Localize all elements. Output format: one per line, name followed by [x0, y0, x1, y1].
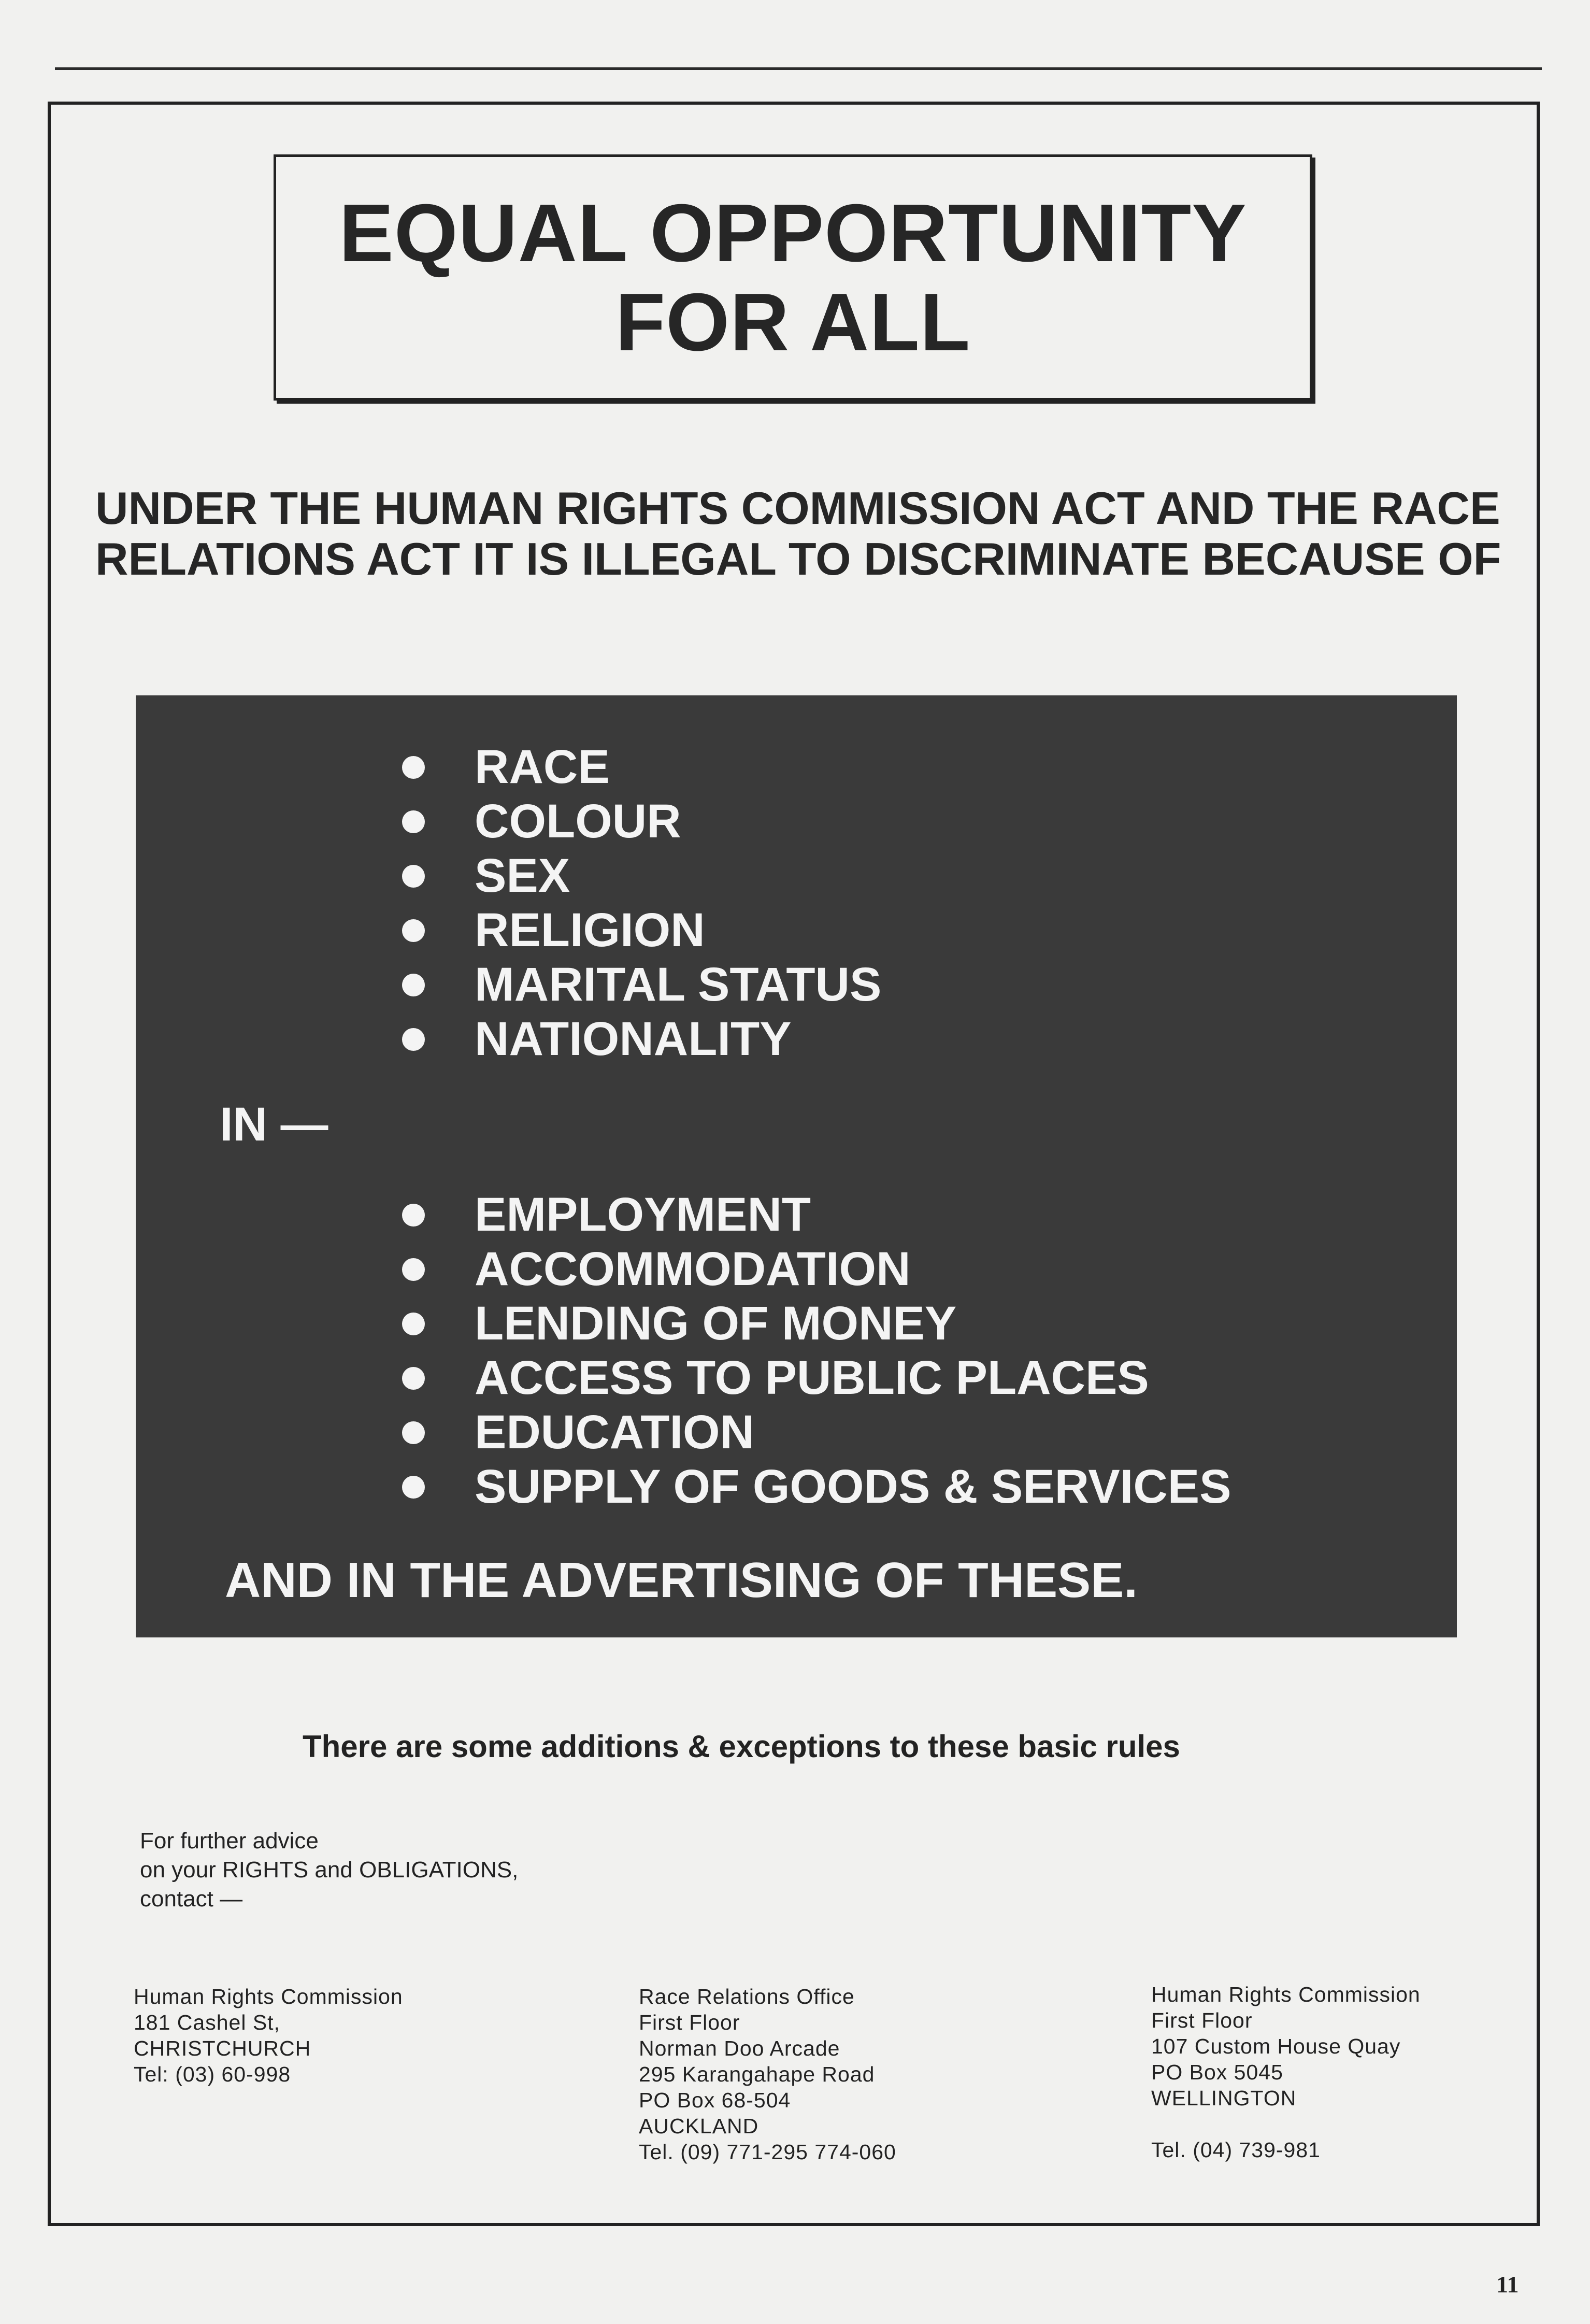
- area-label: EMPLOYMENT: [475, 1188, 811, 1241]
- list-item: [402, 1012, 881, 1066]
- headline-line-1: UNDER THE HUMAN RIGHTS COMMISSION ACT AND THE RACE: [95, 482, 1500, 534]
- list-item: [402, 1405, 1231, 1460]
- list-item: [402, 958, 881, 1012]
- advertising-line: AND IN THE ADVERTISING OF THESE.: [225, 1552, 1138, 1608]
- advice-line: contact —: [140, 1886, 243, 1912]
- list-item: [402, 1242, 1231, 1296]
- area-label: SUPPLY OF GOODS & SERVICES: [475, 1460, 1231, 1513]
- contact-line: 107 Custom House Quay: [1151, 2034, 1401, 2058]
- contact-tel: Tel. (04) 739-981: [1151, 2138, 1321, 2162]
- grounds-list: [402, 740, 881, 1066]
- headline-line-2: RELATIONS ACT IT IS ILLEGAL TO DISCRIMINATE BECAUSE OF: [95, 533, 1501, 584]
- contact-line: WELLINGTON: [1151, 2086, 1297, 2110]
- contact-line: Norman Doo Arcade: [639, 2036, 840, 2060]
- bullet-dot-icon: [402, 756, 425, 779]
- ground-label: NATIONALITY: [475, 1013, 792, 1065]
- bullet-dot-icon: [402, 1028, 425, 1051]
- ground-label: MARITAL STATUS: [475, 958, 882, 1011]
- advice-line: on your RIGHTS and OBLIGATIONS,: [140, 1857, 519, 1883]
- bullet-dot-icon: [402, 1313, 425, 1335]
- bullet-dot-icon: [402, 1476, 425, 1499]
- contact-line: Human Rights Commission: [1151, 1983, 1421, 2006]
- title-line-1: EQUAL OPPORTUNITY: [339, 187, 1247, 279]
- contact-line: 181 Cashel St,: [134, 2011, 280, 2034]
- headline: [95, 483, 1536, 584]
- advice-text: [140, 1827, 518, 1914]
- ground-label: SEX: [475, 849, 570, 902]
- contact-line: AUCKLAND: [639, 2114, 759, 2138]
- contact-spacer: [1151, 2111, 1421, 2137]
- list-item: [402, 740, 881, 794]
- list-item: [402, 903, 881, 958]
- area-label: ACCESS TO PUBLIC PLACES: [475, 1351, 1149, 1404]
- contact-line: First Floor: [639, 2011, 740, 2034]
- contact-line: Tel. (09) 771-295 774-060: [639, 2140, 896, 2164]
- list-item: [402, 1460, 1231, 1514]
- ground-label: RELIGION: [475, 904, 705, 957]
- in-label: IN —: [220, 1098, 328, 1151]
- list-item: [402, 1351, 1231, 1405]
- bullet-dot-icon: [402, 810, 425, 833]
- title-line-2: FOR ALL: [615, 276, 971, 368]
- advice-line: For further advice: [140, 1828, 319, 1854]
- title-box: [274, 154, 1312, 401]
- contact-line: Race Relations Office: [639, 1985, 855, 2008]
- list-item: [402, 1188, 1231, 1242]
- contact-auckland: [639, 1984, 896, 2165]
- bullet-dot-icon: [402, 1421, 425, 1444]
- contact-line: PO Box 68-504: [639, 2088, 791, 2112]
- contact-line: First Floor: [1151, 2008, 1253, 2032]
- list-item: [402, 1296, 1231, 1351]
- area-label: EDUCATION: [475, 1406, 755, 1459]
- contact-wellington: [1151, 1981, 1421, 2163]
- area-label: LENDING OF MONEY: [475, 1297, 957, 1350]
- bullet-dot-icon: [402, 974, 425, 996]
- bullet-dot-icon: [402, 919, 425, 942]
- contact-line: PO Box 5045: [1151, 2060, 1283, 2084]
- exceptions-note: There are some additions & exceptions to these basic rules: [303, 1729, 1180, 1764]
- ground-label: RACE: [475, 740, 610, 793]
- contact-christchurch: [134, 1984, 403, 2087]
- ground-label: COLOUR: [475, 795, 681, 848]
- list-item: [402, 794, 881, 849]
- list-item: [402, 849, 881, 903]
- contact-line: 295 Karangahape Road: [639, 2062, 875, 2086]
- bullet-dot-icon: [402, 1367, 425, 1390]
- top-rule: [55, 67, 1542, 70]
- bullet-dot-icon: [402, 865, 425, 888]
- areas-list: [402, 1188, 1231, 1514]
- bullet-dot-icon: [402, 1204, 425, 1227]
- contact-line: Human Rights Commission: [134, 1985, 403, 2008]
- contact-line: CHRISTCHURCH: [134, 2036, 311, 2060]
- page-number: 11: [1496, 2271, 1519, 2298]
- area-label: ACCOMMODATION: [475, 1243, 911, 1295]
- contact-line: Tel: (03) 60-998: [134, 2062, 291, 2086]
- bullet-dot-icon: [402, 1258, 425, 1281]
